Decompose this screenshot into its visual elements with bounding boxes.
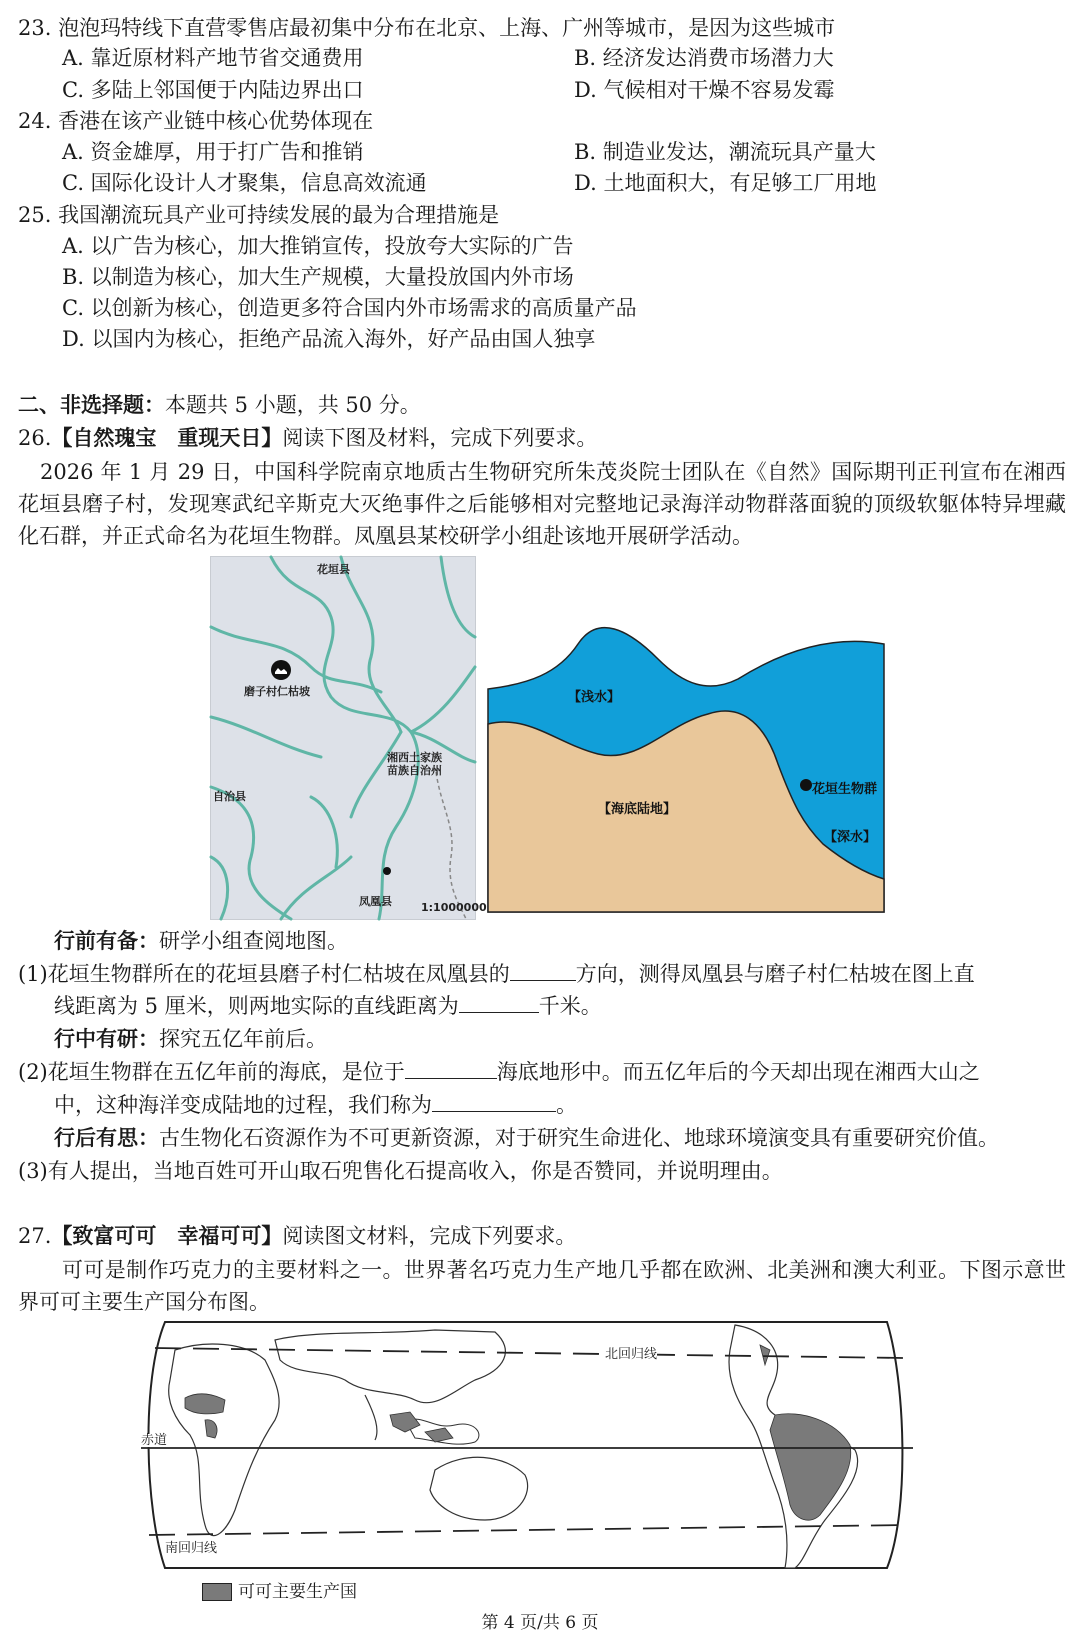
map-legend: [202, 1577, 357, 1602]
landform-blank[interactable]: [405, 1058, 497, 1079]
q27-number: 27.: [18, 1224, 52, 1248]
q25-option-a: A. 以广告为核心，加大推销宣传，投放夸大实际的广告: [62, 234, 574, 258]
during-label: 行中有研：: [54, 1027, 159, 1051]
q26-part1-line2: [54, 992, 602, 1020]
after-trip: [54, 1124, 999, 1152]
q25-option-c: C. 以创新为核心，创造更多符合国内外市场需求的高质量产品: [62, 296, 637, 320]
q23-stem: 23. 泡泡玛特线下直营零售店最初集中分布在北京、上海、广州等城市，是因为这些城市: [18, 16, 836, 40]
seafloor-profile: [488, 604, 884, 912]
map-scale: 1:1000000: [421, 901, 487, 914]
before-text: 研学小组查阅地图。: [159, 929, 348, 953]
legend-swatch: [202, 1583, 232, 1601]
seafloor-diagram: [488, 604, 884, 912]
label-seafloor: 【海底陆地】: [598, 802, 677, 817]
during-text: 探究五亿年前后。: [159, 1027, 327, 1051]
q26-title: 【自然瑰宝 重现天日】: [51, 426, 283, 450]
xiangxi-map: [210, 556, 487, 920]
label-tropic-n: 北回归线: [605, 1347, 658, 1362]
q27-instruction: 阅读图文材料，完成下列要求。: [282, 1224, 577, 1248]
q26-part3: (3)有人提出，当地百姓可开山取石兜售化石提高收入，你是否赞同，并说明理由。: [18, 1159, 783, 1183]
page-footer: 第 4 页/共 6 页: [481, 1613, 599, 1633]
q26-p1d: 千米。: [538, 994, 602, 1018]
q25-option-d: D. 以国内为核心，拒绝产品流入海外，好产品由国人独享: [62, 327, 596, 351]
q25-option-b: B. 以制造为核心，加大生产规模，大量投放国内外市场: [62, 265, 574, 289]
road-network: [211, 557, 475, 919]
label-equator: 赤道: [141, 1433, 168, 1448]
map-label-huayuan: 花垣县: [317, 563, 350, 576]
q24-option-c: C. 国际化设计人才聚集，信息高效流通: [62, 171, 427, 195]
q24-option-a: A. 资金雄厚，用于打广告和推销: [62, 140, 364, 164]
q26-p1b: 方向，测得凤凰县与磨子村仁枯坡在图上直: [575, 962, 975, 986]
biota-marker: [800, 779, 812, 791]
q26-part1-line1: [18, 960, 975, 988]
label-deep-water: 【深水】: [824, 830, 877, 845]
process-blank[interactable]: [432, 1091, 556, 1112]
label-tropic-s: 南回归线: [165, 1541, 218, 1556]
q26-p1c: 线距离为 5 厘米，则两地实际的直线距离为: [54, 994, 459, 1018]
fenghuang-dot: [383, 867, 391, 875]
direction-blank[interactable]: [510, 960, 576, 981]
q27-material: 可可是制作巧克力的主要材料之一。世界著名巧克力生产地几乎都在欧洲、北美洲和澳大利亚。下图示意世界可可主要生产国分布图。: [18, 1258, 1066, 1314]
q23-option-c: C. 多陆上邻国便于内陆边界出口: [62, 78, 364, 102]
q26-p2d: 。: [556, 1093, 577, 1117]
label-biota: 花垣生物群: [812, 782, 878, 797]
q26-part2-line1: [18, 1058, 980, 1086]
q26-p1a: (1)花垣生物群所在的花垣县磨子村仁枯坡在凤凰县的: [18, 962, 510, 986]
q26-heading: [18, 424, 597, 452]
after-label: 行后有思：: [54, 1126, 159, 1150]
after-text: 古生物化石资源作为不可更新资源，对于研究生命进化、地球环境演变具有重要研究价值。: [159, 1126, 999, 1150]
q26-material: 2026 年 1 月 29 日，中国科学院南京地质古生物研究所朱茂炎院士团队在《自然》国际期刊正刊宣布在湘西花垣县磨子村，发现寒武纪辛斯克大灭绝事件之后能够相对完整地记录海洋动物群落面貌的顶级软躯体特异埋藏化石群，并正式命名为花垣生物群。凤凰县某校研学小组赴该地开展研学活动。: [18, 460, 1066, 548]
distance-blank[interactable]: [459, 992, 539, 1013]
map-label-xiangxi1: 湘西土家族: [387, 751, 442, 764]
q24-option-b: B. 制造业发达，潮流玩具产量大: [574, 140, 876, 164]
q23-option-a: A. 靠近原材料产地节省交通费用: [62, 46, 364, 70]
q26-p2b: 海底地形中。而五亿年后的今天却出现在湘西大山之: [496, 1060, 980, 1084]
q26-instruction: 阅读下图及材料，完成下列要求。: [282, 426, 598, 450]
section2-heading: [18, 391, 421, 419]
q23-option-b: B. 经济发达消费市场潜力大: [574, 46, 834, 70]
q26-p2a: (2)花垣生物群在五亿年前的海底，是位于: [18, 1060, 405, 1084]
q25-stem: 25. 我国潮流玩具产业可持续发展的最为合理措施是: [18, 203, 500, 227]
q27-title: 【致富可可 幸福可可】: [51, 1224, 283, 1248]
before-trip: [54, 927, 348, 955]
map-label-site: 磨子村仁枯坡: [244, 685, 310, 698]
legend-label: 可可主要生产国: [238, 1582, 357, 1602]
section2-desc: 本题共 5 小题，共 50 分。: [165, 393, 421, 417]
q24-option-d: D. 土地面积大，有足够工厂用地: [574, 171, 877, 195]
section2-title: 二、非选择题：: [18, 393, 165, 417]
q27-heading: [18, 1222, 576, 1250]
during-trip: [54, 1025, 327, 1053]
q26-number: 26.: [18, 426, 52, 450]
before-label: 行前有备：: [54, 929, 159, 953]
map-label-fenghuang: 凤凰县: [359, 895, 392, 908]
q24-stem: 24. 香港在该产业链中核心优势体现在: [18, 109, 374, 133]
cocoa-world-map: [135, 1320, 917, 1570]
q26-part2-line2: [54, 1091, 577, 1119]
map-label-zizhixian: 自治县: [213, 790, 246, 803]
q23-option-d: D. 气候相对干燥不容易发霉: [574, 78, 835, 102]
q26-p2c: 中，这种海洋变成陆地的过程，我们称为: [54, 1093, 432, 1117]
site-marker-icon: [271, 660, 291, 680]
map-label-xiangxi2: 苗族自治州: [387, 764, 442, 777]
label-shallow-water: 【浅水】: [568, 690, 621, 705]
world-map-drawing: [135, 1320, 917, 1570]
